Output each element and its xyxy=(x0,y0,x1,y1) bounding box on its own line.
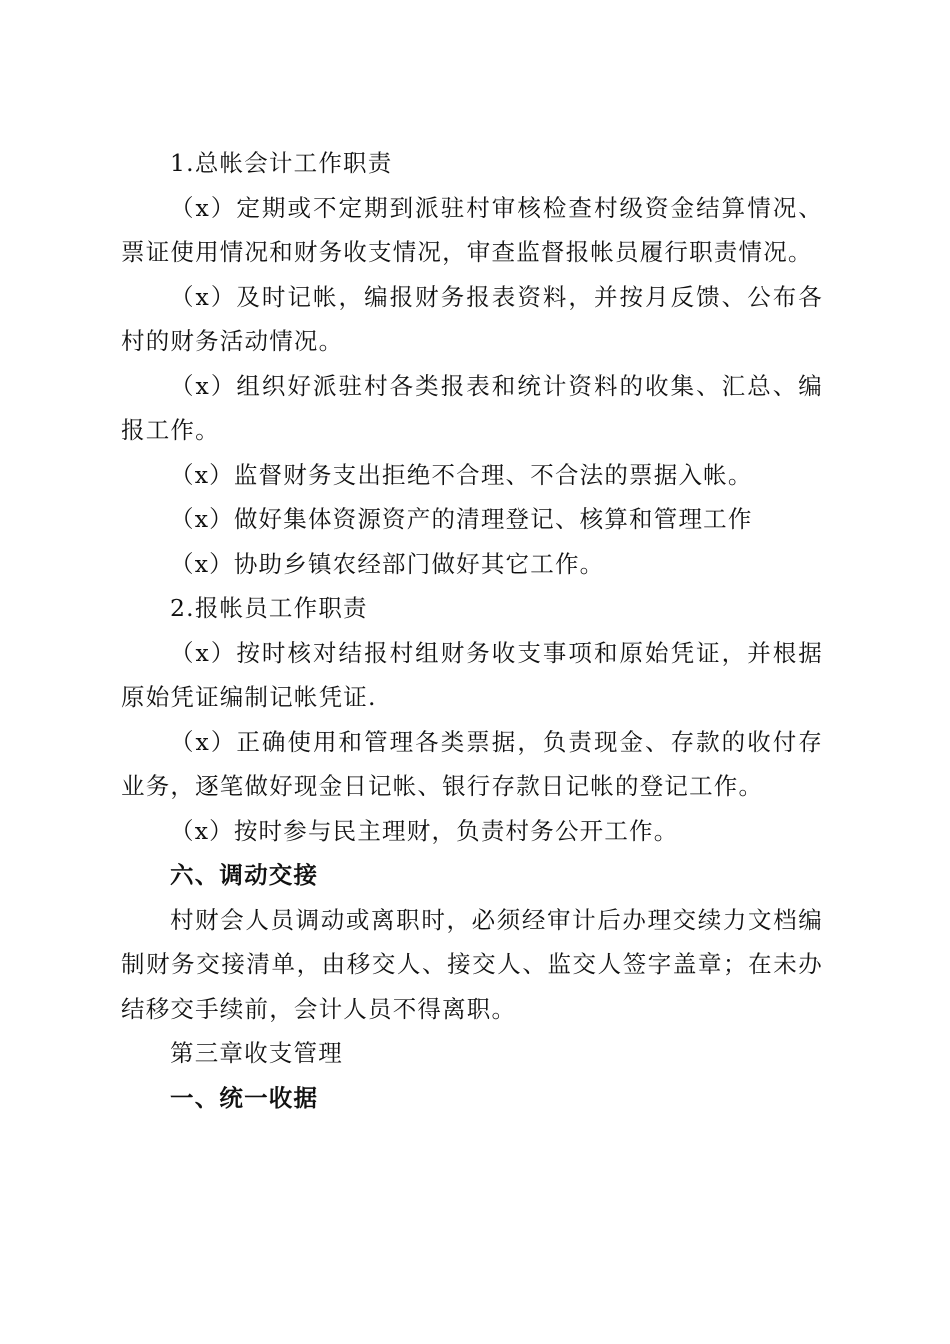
paragraph: （x）监督财务支出拒绝不合理、不合法的票据入帐。 xyxy=(170,460,753,489)
subsection-heading-1: 1.总帐会计工作职责 xyxy=(170,149,393,177)
section-heading: 一、统一收据 xyxy=(170,1083,319,1112)
paragraph: （x）及时记帐，编报财务报表资料，并按月反馈、公布各村的财务活动情况。 xyxy=(121,282,823,355)
chapter-heading: 第三章收支管理 xyxy=(170,1039,343,1067)
paragraph: （x）协助乡镇农经部门做好其它工作。 xyxy=(170,549,605,578)
document-body xyxy=(121,141,823,1120)
paragraph: （x）按时核对结报村组财务收支事项和原始凭证，并根据原始凭证编制记帐凭证. xyxy=(121,638,823,711)
section-heading: 六、调动交接 xyxy=(170,861,319,889)
paragraph: （x）组织好派驻村各类报表和统计资料的收集、汇总、编报工作。 xyxy=(121,371,823,444)
paragraph: （x）按时参与民主理财，负责村务公开工作。 xyxy=(170,816,679,845)
paragraph: （x）做好集体资源资产的清理登记、核算和管理工作 xyxy=(170,505,753,533)
paragraph: （x）定期或不定期到派驻村审核检查村级资金结算情况、票证使用情况和财务收支情况，审查监督报帐员履行职责情况。 xyxy=(121,193,823,266)
paragraph: 村财会人员调动或离职时，必须经审计后办理交续力文档编制财务交接清单，由移交人、接交人、监交人签字盖章；在未办结移交手续前，会计人员不得离职。 xyxy=(121,905,823,1023)
paragraph: （x）正确使用和管理各类票据，负责现金、存款的收付存业务，逐笔做好现金日记帐、银行存款日记帐的登记工作。 xyxy=(121,727,823,800)
subsection-heading-2: 2.报帐员工作职责 xyxy=(170,594,368,622)
